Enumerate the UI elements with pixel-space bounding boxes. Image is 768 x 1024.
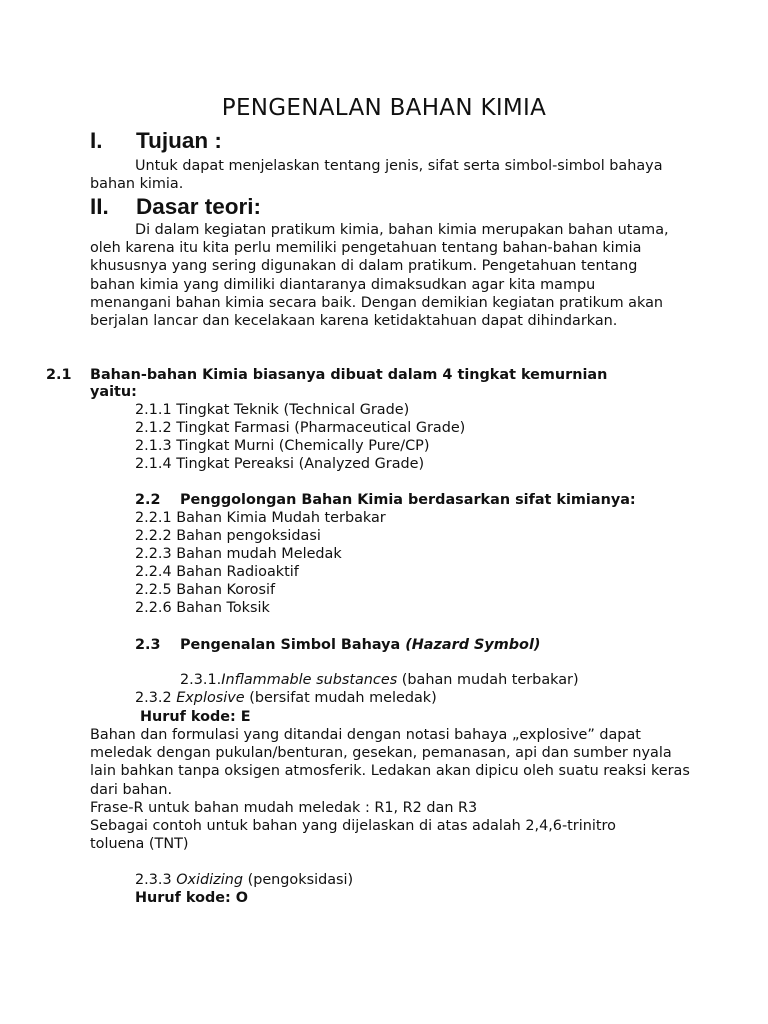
subsection-heading-2-2: Penggolongan Bahan Kimia berdasarkan sifat kimianya: bbox=[180, 492, 636, 508]
subsection-number-2-1: 2.1 bbox=[46, 367, 72, 383]
tujuan-paragraph: Untuk dapat menjelaskan tentang jenis, sifat serta simbol-simbol bahaya bahan kimia. bbox=[90, 158, 663, 193]
list-item: 2.1.1 Tingkat Teknik (Technical Grade) bbox=[135, 402, 410, 418]
list-item: 2.1.3 Tingkat Murni (Chemically Pure/CP) bbox=[135, 438, 430, 454]
section-number: I. bbox=[90, 128, 103, 153]
subsection-heading-2-3 bbox=[180, 636, 540, 654]
subsection-number-2-2: 2.2 bbox=[135, 492, 161, 508]
item-term: Inflammable substances bbox=[221, 672, 398, 688]
item-description: (bahan mudah terbakar) bbox=[397, 672, 579, 688]
dasar-teori-paragraph: Di dalam kegiatan pratikum kimia, bahan kimia merupakan bahan utama, oleh karena itu kita perlu memiliki pengetahuan tentang bahan-bahan kimia khususnya yang sering digunakan di dalam pratikum. Pengetahuan tentang bahan kimia yang dimiliki diantaranya dimaksudkan agar kita mampu menangani bahan kimia secara baik. Dengan demikian kegiatan pratikum akan berjalan lancar dan kecelakaan karena ketidaktahuan dapat dihindarkan. bbox=[90, 222, 669, 330]
heading-text: Pengenalan Simbol Bahaya bbox=[180, 637, 406, 653]
section-title: Dasar teori: bbox=[136, 194, 262, 219]
list-item: 2.2.1 Bahan Kimia Mudah terbakar bbox=[135, 510, 386, 526]
list-item: 2.1.2 Tingkat Farmasi (Pharmaceutical Grade) bbox=[135, 420, 466, 436]
hazard-code-e: Huruf kode: E bbox=[140, 709, 251, 725]
item-term: Explosive bbox=[176, 690, 245, 706]
section-heading-dasar-teori bbox=[90, 194, 390, 222]
document-title: PENGENALAN BAHAN KIMIA bbox=[221, 95, 547, 121]
item-number: 2.3.1. bbox=[180, 672, 222, 688]
heading-italic-text: (Hazard Symbol) bbox=[405, 637, 541, 653]
list-item-2-3-3 bbox=[135, 871, 353, 889]
section-number: II. bbox=[90, 194, 109, 219]
subsection-number-2-3: 2.3 bbox=[135, 637, 161, 653]
section-heading-tujuan bbox=[90, 128, 390, 156]
list-item: 2.2.6 Bahan Toksik bbox=[135, 600, 270, 616]
subsection-heading-2-1-cont: yaitu: bbox=[90, 384, 137, 400]
list-item: 2.1.4 Tingkat Pereaksi (Analyzed Grade) bbox=[135, 456, 425, 472]
item-description: (pengoksidasi) bbox=[243, 872, 354, 888]
list-item: 2.2.2 Bahan pengoksidasi bbox=[135, 528, 321, 544]
explosive-paragraph: Bahan dan formulasi yang ditandai dengan notasi bahaya „explosive” dapat meledak dengan pukulan/benturan, gesekan, pemanasan, api dan sumber nyala lain bahkan tanpa oksigen atmosferik. Ledakan akan dipicu oleh suatu reaksi keras dari bahan. bbox=[90, 727, 690, 798]
list-item: 2.2.3 Bahan mudah Meledak bbox=[135, 546, 342, 562]
subsection-heading-2-1: Bahan-bahan Kimia biasanya dibuat dalam 4 tingkat kemurnian bbox=[90, 367, 608, 383]
item-number: 2.3.2 bbox=[135, 690, 177, 706]
item-description: (bersifat mudah meledak) bbox=[244, 690, 437, 706]
hazard-code-o: Huruf kode: O bbox=[135, 890, 249, 906]
section-title: Tujuan : bbox=[136, 128, 222, 153]
item-number: 2.3.3 bbox=[135, 872, 177, 888]
frase-r-line: Frase-R untuk bahan mudah meledak : R1, R2 dan R3 bbox=[90, 800, 478, 816]
list-item-2-3-1 bbox=[180, 671, 579, 689]
example-paragraph: Sebagai contoh untuk bahan yang dijelaskan di atas adalah 2,4,6-trinitro toluena (TNT) bbox=[90, 818, 616, 853]
list-item: 2.2.5 Bahan Korosif bbox=[135, 582, 276, 598]
item-term: Oxidizing bbox=[176, 872, 243, 888]
list-item-2-3-2 bbox=[135, 689, 437, 707]
list-item: 2.2.4 Bahan Radioaktif bbox=[135, 564, 299, 580]
